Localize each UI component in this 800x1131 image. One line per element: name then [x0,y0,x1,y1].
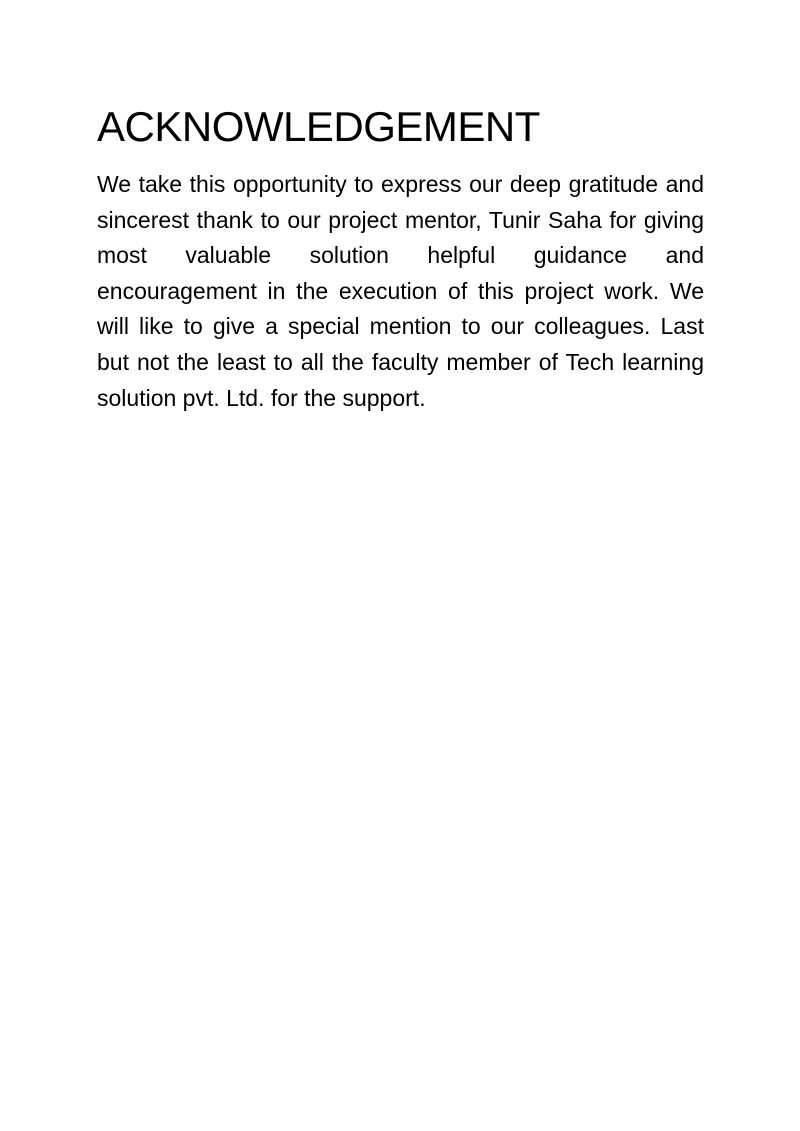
acknowledgement-paragraph: We take this opportunity to express our deep gratitude and sincerest thank to our project mentor, Tunir Saha for giving most valuable solution helpful guidance and encouragement in the execution of this project work. We will like to give a special mention to our colleagues. Last but not the least to all the faculty member of Tech learning solution pvt. Ltd. for the support. [97,171,704,411]
page-title: ACKNOWLEDGEMENT [97,103,540,150]
document-content [97,101,704,416]
